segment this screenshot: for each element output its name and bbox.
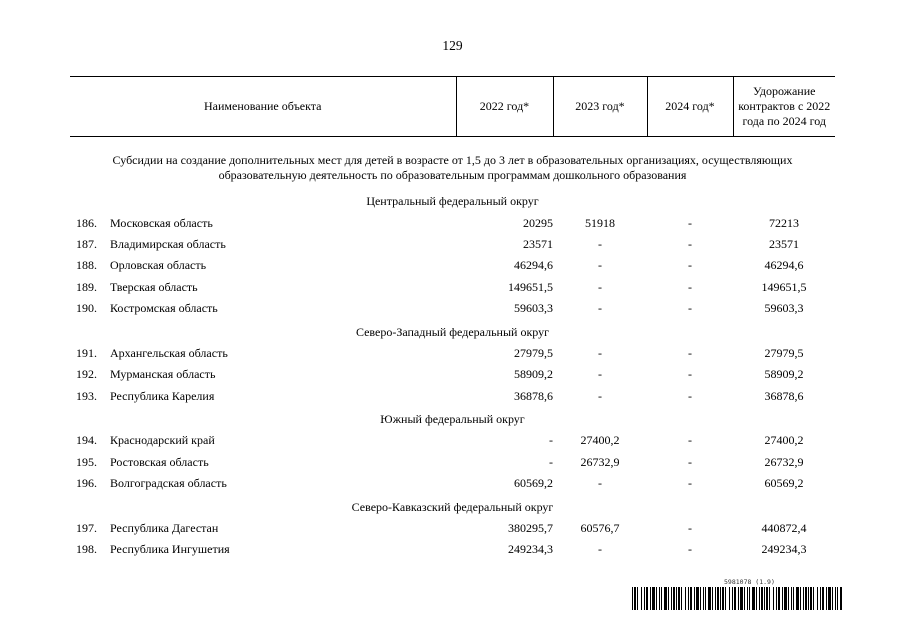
object-name: Ростовская область: [110, 454, 209, 469]
value-2022: 249234,3: [508, 542, 553, 557]
value-2023: 51918: [585, 215, 615, 230]
value-2024: -: [688, 279, 692, 294]
value-2023: -: [598, 301, 602, 316]
value-increase: 46294,6: [764, 258, 804, 273]
value-increase: 27400,2: [764, 433, 804, 448]
value-2024: -: [688, 521, 692, 536]
value-increase: 36878,6: [764, 388, 804, 403]
object-cell: [70, 473, 456, 494]
table-row: [70, 473, 835, 494]
region-heading: Южный федеральный округ: [380, 412, 525, 427]
value-2023: 60576,7: [580, 521, 620, 536]
value-2023: -: [598, 476, 602, 491]
object-name: Краснодарский край: [110, 433, 215, 448]
value-2023: 27400,2: [580, 433, 620, 448]
value-2024: -: [688, 258, 692, 273]
row-number: 193.: [76, 388, 97, 403]
value-2024: -: [688, 433, 692, 448]
object-cell: [70, 452, 456, 473]
object-name: Костромская область: [110, 301, 218, 316]
value-2022: 60569,2: [514, 476, 553, 491]
table-header-row: [70, 77, 835, 137]
region-heading-row: [70, 494, 835, 517]
object-cell: [70, 234, 456, 255]
value-increase: 149651,5: [761, 279, 807, 294]
value-2023: -: [598, 279, 602, 294]
object-cell: [70, 518, 456, 539]
row-number: 194.: [76, 433, 97, 448]
row-number: 191.: [76, 345, 97, 360]
value-2022: -: [549, 454, 553, 469]
table-row: [70, 255, 835, 276]
header-2023: 2023 год*: [553, 77, 647, 137]
table-row: [70, 277, 835, 298]
value-increase: 72213: [769, 215, 799, 230]
row-number: 198.: [76, 542, 97, 557]
object-cell: [70, 298, 456, 319]
value-2023: 26732,9: [580, 454, 620, 469]
table-row: [70, 343, 835, 364]
value-increase: 59603,3: [764, 301, 804, 316]
row-number: 195.: [76, 454, 97, 469]
row-number: 189.: [76, 279, 97, 294]
object-cell: [70, 539, 456, 560]
value-2023: -: [598, 367, 602, 382]
value-2024: -: [688, 454, 692, 469]
value-increase: 249234,3: [761, 542, 807, 557]
value-increase: 26732,9: [764, 454, 804, 469]
table-row: [70, 518, 835, 539]
row-number: 192.: [76, 367, 97, 382]
object-name: Владимирская область: [110, 236, 226, 251]
object-cell: [70, 212, 456, 233]
value-2024: -: [688, 367, 692, 382]
section-title: Субсидии на создание дополнительных мест для детей в возрасте от 1,5 до 3 лет в образовательных организациях, осуществляющих образовательную деятельность по образовательным программам дошкольного образования: [112, 153, 793, 182]
value-2023: -: [598, 388, 602, 403]
table-row: [70, 298, 835, 319]
object-cell: [70, 430, 456, 451]
region-heading: Северо-Западный федеральный округ: [355, 324, 550, 339]
barcode-label: 5981078 (1.9): [724, 578, 775, 586]
value-2022: 20295: [523, 215, 553, 230]
subsidies-table: [70, 76, 835, 561]
value-2024: -: [688, 345, 692, 360]
row-number: 196.: [76, 476, 97, 491]
header-2022: 2022 год*: [456, 77, 553, 137]
region-heading: Центральный федеральный округ: [366, 194, 539, 209]
header-2024: 2024 год*: [647, 77, 733, 137]
row-number: 197.: [76, 521, 97, 536]
row-number: 190.: [76, 301, 97, 316]
table-row: [70, 386, 835, 407]
object-name: Республика Дагестан: [110, 521, 219, 536]
object-name: Орловская область: [110, 258, 207, 273]
value-2024: -: [688, 542, 692, 557]
object-cell: [70, 343, 456, 364]
value-2022: 27979,5: [514, 345, 553, 360]
value-2023: -: [598, 345, 602, 360]
value-2023: -: [598, 258, 602, 273]
row-number: 187.: [76, 236, 97, 251]
object-cell: [70, 364, 456, 385]
value-2024: -: [688, 215, 692, 230]
object-name: Республика Карелия: [110, 388, 215, 403]
object-name: Республика Ингушетия: [110, 542, 230, 557]
value-2022: 380295,7: [508, 521, 553, 536]
value-2022: 59603,3: [514, 301, 553, 316]
table-row: [70, 539, 835, 560]
value-2022: 46294,6: [514, 258, 553, 273]
value-increase: 58909,2: [764, 367, 804, 382]
object-cell: [70, 277, 456, 298]
barcode: [632, 578, 842, 614]
value-2024: -: [688, 388, 692, 403]
barcode-icon: [632, 587, 842, 610]
table-row: [70, 364, 835, 385]
value-2023: -: [598, 236, 602, 251]
section-title-row: [70, 137, 835, 190]
table-body: [70, 137, 835, 561]
value-2022: 149651,5: [508, 279, 553, 294]
value-increase: 23571: [769, 236, 799, 251]
object-name: Архангельская область: [110, 345, 228, 360]
table-row: [70, 234, 835, 255]
table-row: [70, 212, 835, 233]
region-heading: Северо-Кавказский федеральный округ: [351, 499, 554, 514]
region-heading-row: [70, 407, 835, 430]
value-2024: -: [688, 476, 692, 491]
value-2022: 58909,2: [514, 367, 553, 382]
value-2024: -: [688, 301, 692, 316]
row-number: 188.: [76, 258, 97, 273]
header-increase: Удорожание контрактов с 2022 года по 2024 год: [733, 77, 835, 137]
table-row: [70, 452, 835, 473]
table-row: [70, 430, 835, 451]
value-2024: -: [688, 236, 692, 251]
object-name: Московская область: [110, 215, 213, 230]
header-name: Наименование объекта: [70, 77, 456, 137]
row-number: 186.: [76, 215, 97, 230]
page-number: 129: [442, 38, 463, 53]
object-name: Волгоградская область: [110, 476, 227, 491]
region-heading-row: [70, 319, 835, 342]
value-2023: -: [598, 542, 602, 557]
object-name: Тверская область: [110, 279, 198, 294]
value-increase: 27979,5: [764, 345, 804, 360]
value-increase: 60569,2: [764, 476, 804, 491]
object-cell: [70, 255, 456, 276]
value-increase: 440872,4: [761, 521, 807, 536]
value-2022: -: [549, 433, 553, 448]
value-2022: 23571: [523, 236, 553, 251]
value-2022: 36878,6: [514, 388, 553, 403]
region-heading-row: [70, 189, 835, 212]
object-name: Мурманская область: [110, 367, 216, 382]
object-cell: [70, 386, 456, 407]
